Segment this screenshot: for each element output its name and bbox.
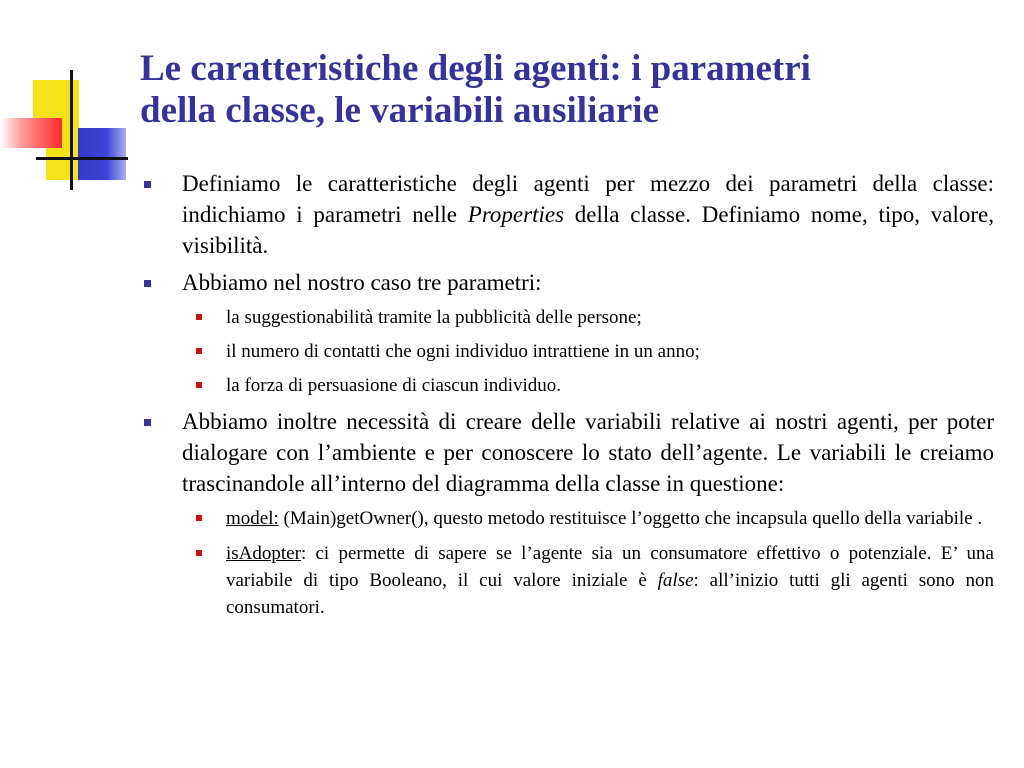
- sub-bullet-item: la suggestionabilità tramite la pubblicità delle persone;: [140, 304, 994, 331]
- bullet-item: Abbiamo nel nostro caso tre parametri:: [140, 267, 994, 298]
- sub-bullet-item: isAdopter: ci permette di sapere se l’agente sia un consumatore effettivo o potenziale. E’ una variabile di tipo Booleano, il cui valore iniziale è false: all’inizio tutti gli agenti sono non consumatori.: [140, 540, 994, 621]
- model-term: model:: [226, 508, 279, 529]
- square-bullet-icon: [144, 181, 151, 188]
- slide-title: [140, 48, 1000, 132]
- slide-title-line-1: Le caratteristiche degli agenti: i parametri: [140, 48, 811, 89]
- sub-bullet-item: il numero di contatti che ogni individuo intrattiene in un anno;: [140, 338, 994, 365]
- logo-blue-square: [78, 128, 126, 180]
- square-bullet-icon: [196, 550, 202, 556]
- square-bullet-icon: [144, 280, 151, 287]
- decorative-logo: [0, 0, 140, 200]
- square-bullet-icon: [196, 348, 202, 354]
- slide-body: [140, 168, 994, 629]
- properties-term: Properties: [467, 202, 565, 227]
- sub-bullet-item: la forza di persuasione di ciascun individuo.: [140, 372, 994, 399]
- square-bullet-icon: [196, 314, 202, 320]
- logo-vertical-line: [70, 70, 73, 190]
- isadopter-term: isAdopter: [226, 543, 301, 564]
- slide-title-line-2: della classe, le variabili ausiliarie: [140, 90, 659, 131]
- square-bullet-icon: [196, 515, 202, 521]
- logo-red-bar: [0, 118, 62, 148]
- square-bullet-icon: [144, 419, 151, 426]
- square-bullet-icon: [196, 382, 202, 388]
- sub-bullet-item: model: (Main)getOwner(), questo metodo restituisce l’oggetto che incapsula quello della variabile .: [140, 505, 994, 532]
- bullet-item: Abbiamo inoltre necessità di creare delle variabili relative ai nostri agenti, per poter dialogare con l’ambiente e per conoscere lo stato dell’agente. Le variabili le creiamo trascinandole all’interno del diagramma della classe in questione:: [140, 406, 994, 499]
- false-term: false: [657, 570, 694, 591]
- logo-horizontal-line: [36, 157, 128, 160]
- bullet-item: Definiamo le caratteristiche degli agenti per mezzo dei parametri della classe: indichiamo i parametri nelle Properties della classe. Definiamo nome, tipo, valore, visibilità.: [140, 168, 994, 261]
